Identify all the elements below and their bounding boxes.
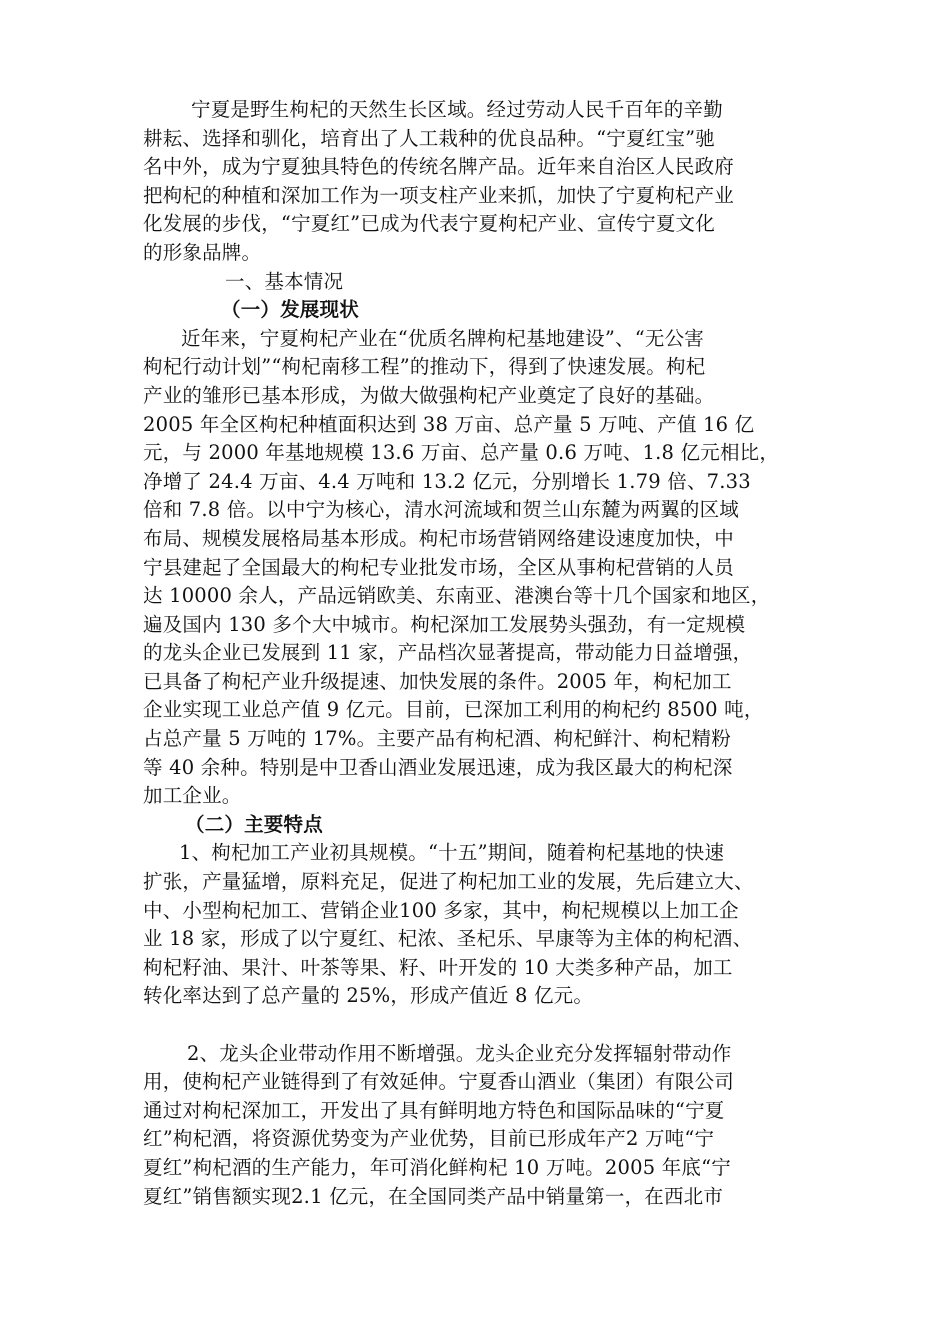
text-line: 元，与 2000 年基地规模 13.6 万亩、总产量 0.6 万吨、1.8 亿元相比， bbox=[143, 441, 780, 465]
text-line: 名中外，成为宁夏独具特色的传统名牌产品。近年来自治区人民政府 bbox=[143, 155, 735, 179]
text-line: 遍及国内 130 多个大中城市。枸杞深加工发展势头强劲，有一定规模 bbox=[143, 612, 746, 636]
text-line: 宁夏是野生枸杞的天然生长区域。经过劳动人民千百年的辛勤 bbox=[191, 98, 723, 121]
text-line: 2005 年全区枸杞种植面积达到 38 万亩、总产量 5 万吨、产值 16 亿 bbox=[143, 412, 755, 436]
text-line: 夏红”枸杞酒的生产能力，年可消化鲜枸杞 10 万吨。2005 年底“宁 bbox=[143, 1155, 731, 1179]
text-line: 等 40 余种。特别是中卫香山酒业发展迅速，成为我区最大的枸杞深 bbox=[143, 755, 733, 779]
text-line bbox=[143, 1011, 823, 1040]
document-page bbox=[143, 96, 823, 1211]
text-line: 用，使枸杞产业链得到了有效延伸。宁夏香山酒业（集团）有限公司 bbox=[143, 1070, 735, 1094]
text-line: 已具备了枸杞产业升级提速、加快发展的条件。2005 年，枸杞加工 bbox=[143, 669, 732, 693]
text-line: 转化率达到了总产量的 25%，形成产值近 8 亿元。 bbox=[143, 984, 594, 1008]
text-line: 宁县建起了全国最大的枸杞专业批发市场，全区从事枸杞营销的人员 bbox=[143, 555, 735, 579]
text-line: 化发展的步伐，“宁夏红”已成为代表宁夏枸杞产业、宣传宁夏文化 bbox=[143, 212, 715, 236]
text-line: 企业实现工业总产值 9 亿元。目前，已深加工利用的枸杞约 8500 吨， bbox=[143, 698, 764, 722]
text-line: 达 10000 余人，产品远销欧美、东南亚、港澳台等十几个国家和地区， bbox=[143, 584, 771, 608]
text-line: 枸杞籽油、果汁、叶茶等果、籽、叶开发的 10 大类多种产品，加工 bbox=[143, 955, 733, 979]
section-heading: （一）发展现状 bbox=[221, 298, 359, 322]
text-line: 净增了 24.4 万亩、4.4 万吨和 13.2 亿元，分别增长 1.79 倍、7.33 bbox=[143, 469, 751, 493]
text-line: 红”枸杞酒，将资源优势变为产业优势，目前已形成年产2 万吨“宁 bbox=[143, 1127, 715, 1151]
text-line: 枸杞行动计划”“枸杞南移工程”的推动下，得到了快速发展。枸杞 bbox=[143, 355, 706, 379]
text-line: 产业的雏形已基本形成，为做大做强枸杞产业奠定了良好的基础。 bbox=[143, 383, 715, 407]
text-line: 通过对枸杞深加工，开发出了具有鲜明地方特色和国际品味的“宁夏 bbox=[143, 1098, 725, 1122]
text-line: 夏红”销售额实现2.1 亿元，在全国同类产品中销量第一，在西北市 bbox=[143, 1184, 724, 1208]
text-line: 耕耘、选择和驯化，培育出了人工栽种的优良品种。“宁夏红宝”驰 bbox=[143, 126, 715, 150]
text-line: 布局、规模发展格局基本形成。枸杞市场营销网络建设速度加快，中 bbox=[143, 526, 735, 550]
text-line: 一、基本情况 bbox=[225, 269, 344, 293]
text-line: 把枸杞的种植和深加工作为一项支柱产业来抓，加快了宁夏枸杞产业 bbox=[143, 183, 735, 207]
text-line: 1、枸杞加工产业初具规模。“十五”期间，随着枸杞基地的快速 bbox=[179, 841, 725, 865]
text-line: 加工企业。 bbox=[143, 784, 242, 808]
text-line: 2、龙头企业带动作用不断增强。龙头企业充分发挥辐射带动作 bbox=[187, 1041, 732, 1065]
text-line: 业 18 家，形成了以宁夏红、杞浓、圣杞乐、早康等为主体的枸杞酒、 bbox=[143, 927, 753, 951]
section-heading: （二）主要特点 bbox=[185, 812, 323, 836]
text-line: 的形象品牌。 bbox=[143, 240, 262, 264]
text-line: 近年来，宁夏枸杞产业在“优质名牌枸杞基地建设”、“无公害 bbox=[181, 326, 705, 350]
text-line: 占总产量 5 万吨的 17%。主要产品有枸杞酒、枸杞鲜汁、枸杞精粉 bbox=[143, 727, 731, 751]
text-line: 的龙头企业已发展到 11 家，产品档次显著提高，带动能力日益增强， bbox=[143, 641, 753, 665]
text-line: 扩张，产量猛增，原料充足，促进了枸杞加工业的发展，先后建立大、 bbox=[143, 870, 754, 894]
text-line: 倍和 7.8 倍。以中宁为核心，清水河流域和贺兰山东麓为两翼的区域 bbox=[143, 498, 740, 522]
text-line: 中、小型枸杞加工、营销企业100 多家，其中，枸杞规模以上加工企 bbox=[143, 898, 739, 922]
